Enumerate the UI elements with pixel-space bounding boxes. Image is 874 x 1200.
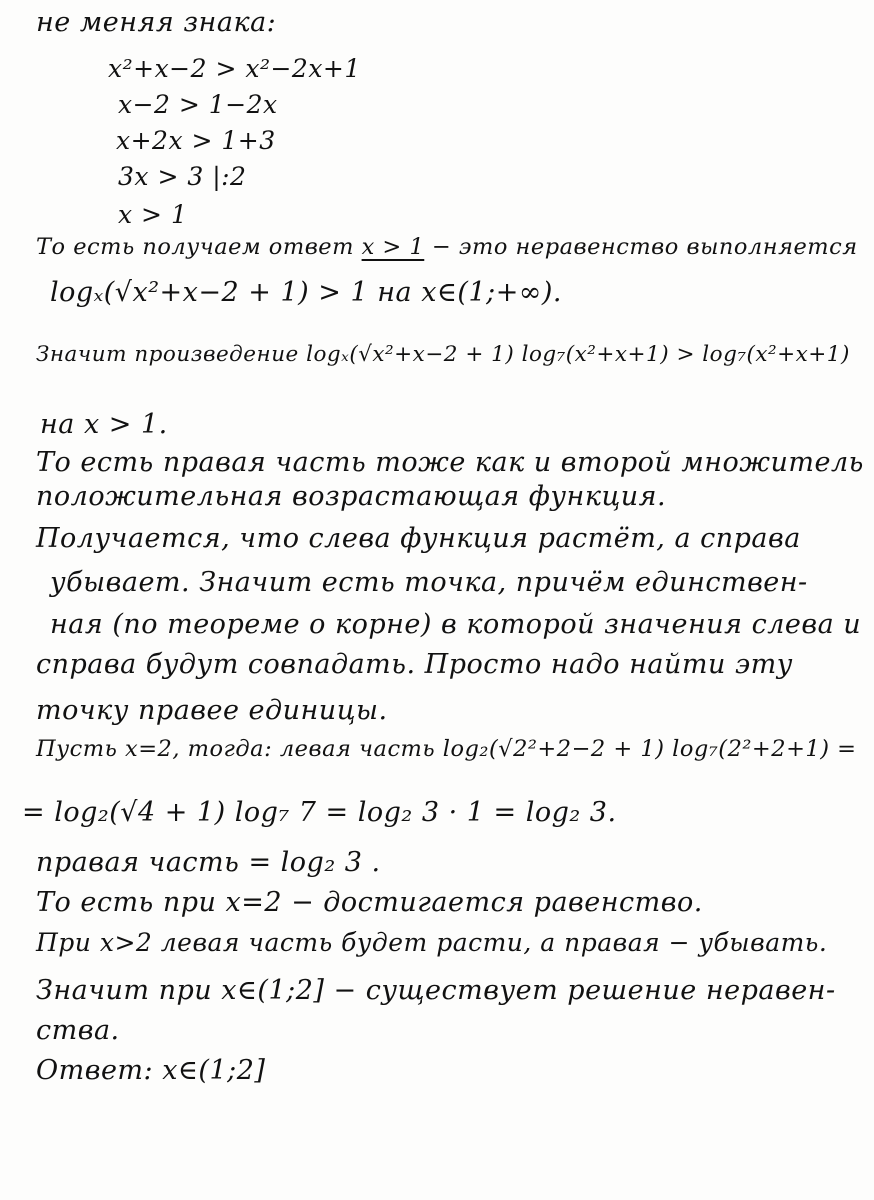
answer-intro-rest: − это неравенство выполняется [431, 234, 858, 260]
text-line-let-x: Пусть x=2, тогда: левая часть log₂(√2²+2−2 + 1) log₇(2²+2+1) = [36, 736, 857, 762]
text-line-word-end: ства. [36, 1015, 120, 1046]
text-line-answer-intro [36, 230, 858, 264]
text-line-theorem: ная (по теореме о корне) в которой значения слева и [50, 609, 862, 640]
text-line-1: не меняя знака: [36, 7, 277, 38]
text-line-positive: положительная возрастающая функция. [36, 481, 667, 512]
text-line-right-side: То есть правая часть тоже как и второй множитель [36, 447, 864, 478]
text-line-equality: То есть при x=2 − достигается равенство. [36, 887, 703, 918]
text-line-decreases: убывает. Значит есть точка, причём единствен- [50, 567, 808, 598]
text-line-right-part: правая часть = log₂ 3 . [36, 847, 381, 878]
text-line-grows: Получается, что слева функция растёт, а справа [36, 523, 801, 554]
formula-line-3: = log₂(√4 + 1) log₇ 7 = log₂ 3 · 1 = log₂ 3. [22, 797, 617, 828]
text-line-solution: Значит при x∈(1;2] − существует решение нерaвен- [36, 975, 836, 1006]
inequality-line-4: 3x > 3 |:2 [118, 162, 247, 191]
inequality-line-2: x−2 > 1−2x [118, 90, 278, 119]
text-line-point: точку правее единицы. [36, 695, 388, 726]
answer-intro-text: То есть получаем ответ [36, 234, 354, 260]
text-line-domain: на x > 1. [40, 409, 168, 440]
inequality-line-3: x+2x > 1+3 [116, 126, 276, 155]
text-line-coincide: справа будут совпадать. Просто надо найти эту [36, 649, 793, 680]
text-line-x-gt-2: При x>2 левая часть будет расти, а правая − убывать. [36, 928, 828, 957]
inequality-line-1: x²+x−2 > x²−2x+1 [108, 54, 361, 83]
answer-underlined: x > 1 [361, 234, 425, 260]
inequality-line-5: x > 1 [118, 200, 188, 229]
final-answer: Ответ: x∈(1;2] [36, 1055, 266, 1086]
formula-line-1: logₓ(√x²+x−2 + 1) > 1 на x∈(1;+∞). [50, 277, 562, 308]
formula-line-2: Значит произведение logₓ(√x²+x−2 + 1) log₇(x²+x+1) > log₇(x²+x+1) [36, 342, 850, 367]
